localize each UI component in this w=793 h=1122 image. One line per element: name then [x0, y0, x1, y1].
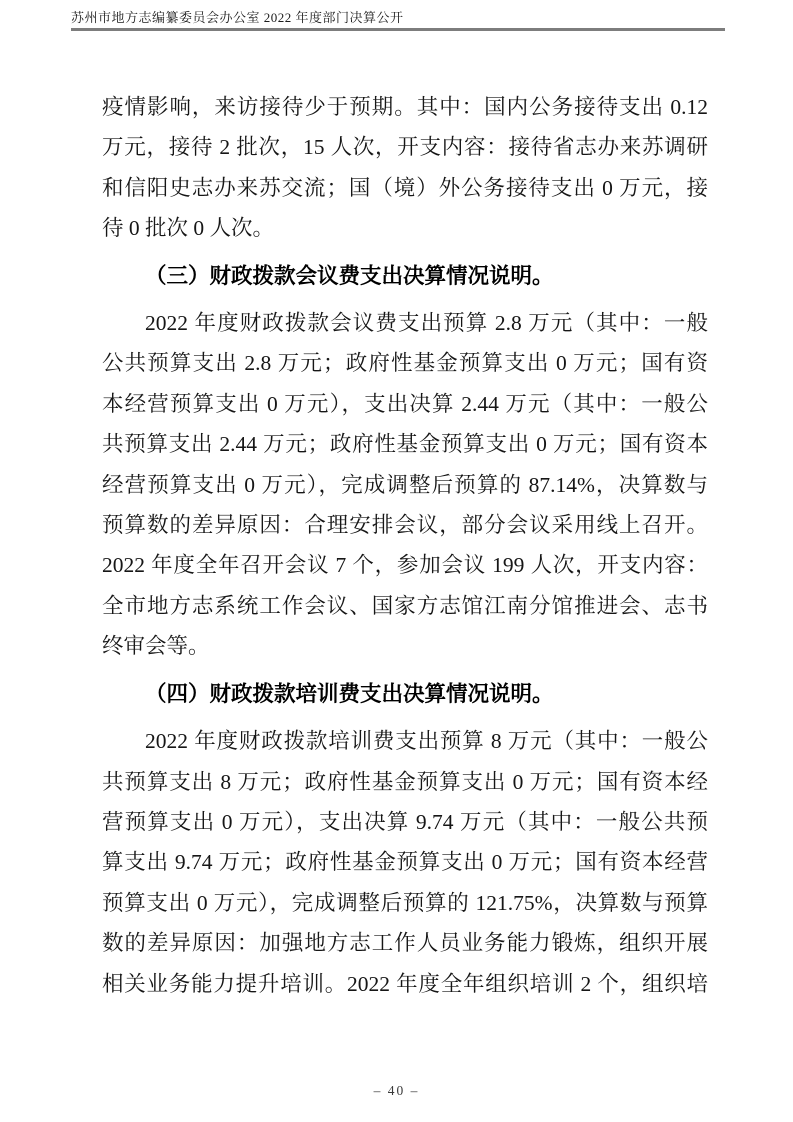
text-line: 营预算支出 0 万元），支出决算 9.74 万元（其中：一般公共预: [102, 809, 708, 834]
section-heading-training-fees: （四）财政拨款培训费支出决算情况说明。: [145, 681, 554, 706]
paragraph-meeting-fees: [102, 303, 708, 667]
text-line: 终审会等。: [102, 634, 210, 659]
page-header: [71, 10, 725, 31]
header-title: 苏州市地方志编纂委员会办公室 2022 年度部门决算公开: [71, 10, 404, 25]
text-line: 2022 年度财政拨款培训费支出预算 8 万元（其中：一般公: [145, 729, 708, 754]
page-footer: [0, 1082, 793, 1100]
text-line: 数的差异原因：加强地方志工作人员业务能力锻炼，组织开展: [102, 931, 708, 956]
section-heading-meeting-fees: （三）财政拨款会议费支出决算情况说明。: [145, 263, 554, 288]
text-line: 万元，接待 2 批次，15 人次，开支内容：接待省志办来苏调研: [102, 135, 708, 160]
text-line: 算支出 9.74 万元；政府性基金预算支出 0 万元；国有资本经营: [102, 850, 708, 875]
text-line: 公共预算支出 2.8 万元；政府性基金预算支出 0 万元；国有资: [102, 351, 708, 376]
text-line: 2022 年度财政拨款会议费支出预算 2.8 万元（其中：一般: [145, 311, 708, 336]
text-line: 经营预算支出 0 万元），完成调整后预算的 87.14%，决算数与: [102, 472, 708, 497]
text-line: 预算数的差异原因：合理安排会议，部分会议采用线上召开。: [102, 513, 708, 538]
paragraph-reception: [102, 87, 708, 249]
document-body: [102, 87, 708, 1004]
text-line: 本经营预算支出 0 万元），支出决算 2.44 万元（其中：一般公: [102, 391, 708, 416]
text-line: 预算支出 0 万元），完成调整后预算的 121.75%，决算数与预算: [102, 890, 708, 915]
text-line: 2022 年度全年召开会议 7 个，参加会议 199 人次，开支内容：: [102, 553, 708, 578]
page-number: – 40 –: [373, 1083, 420, 1098]
text-line: 共预算支出 8 万元；政府性基金预算支出 0 万元；国有资本经: [102, 769, 708, 794]
text-line: 全市地方志系统工作会议、国家方志馆江南分馆推进会、志书: [102, 593, 708, 618]
text-line: 和信阳史志办来苏交流；国（境）外公务接待支出 0 万元，接: [102, 175, 708, 200]
text-line: 相关业务能力提升培训。2022 年度全年组织培训 2 个，组织培: [102, 971, 708, 996]
text-line: 共预算支出 2.44 万元；政府性基金预算支出 0 万元；国有资本: [102, 432, 708, 457]
text-line: 疫情影响，来访接待少于预期。其中：国内公务接待支出 0.12: [102, 95, 708, 119]
paragraph-training-fees: [102, 721, 708, 1004]
text-line: 待 0 批次 0 人次。: [102, 216, 275, 241]
